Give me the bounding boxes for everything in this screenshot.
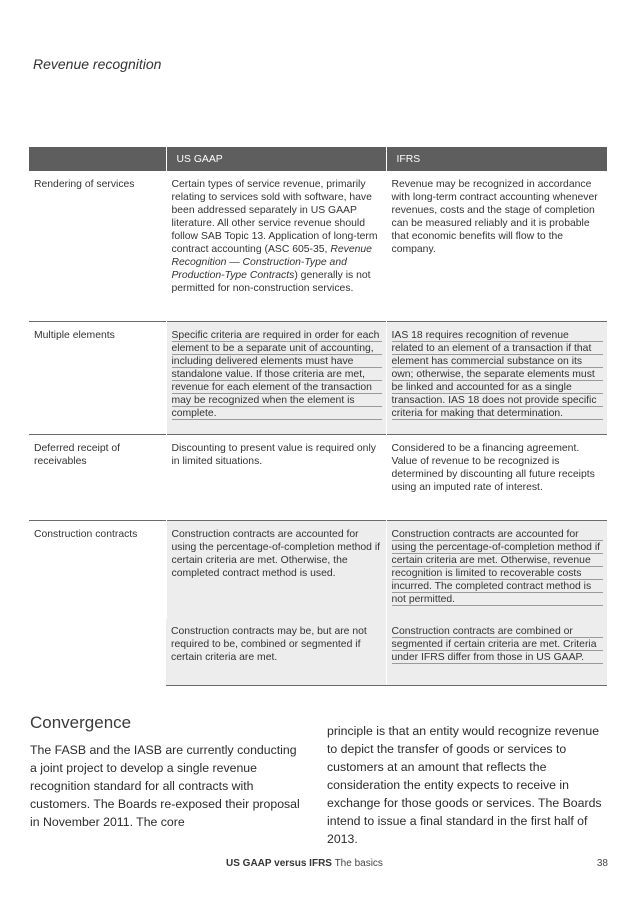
- us-gaap-cell: [166, 322, 386, 435]
- us-gaap-cell: Discounting to present value is required only in limited situations.: [166, 435, 386, 521]
- header-topic: [29, 147, 166, 171]
- header-us-gaap: US GAAP: [166, 147, 386, 171]
- us-gaap-text: Specific criteria are required in order for each element to be a separate unit of accounting, including delivered elements must have standalone value. If those criteria are met, revenue for each element of the transaction may be recognized when the element is complete.: [172, 329, 382, 420]
- ifrs-cell: Revenue may be recognized in accordance with long-term contract accounting whenever revenues, costs and the stage of completion can be measured reliably and it is probable that economic benefits will flow to the company.: [386, 171, 607, 322]
- section-title: Revenue recognition: [33, 56, 162, 72]
- ifrs-text: Construction contracts are combined or segmented if certain criteria are met. Criteria under IFRS differ from those in US GAAP.: [392, 625, 604, 664]
- table-row: [29, 435, 607, 521]
- footer-title: [226, 858, 383, 869]
- asc-title-text: Revenue Recognition — Construction-Type and Production-Type Contracts: [171, 244, 372, 281]
- us-gaap-cell: Construction contracts are accounted for using the percentage-of-completion method if certain criteria are met. Otherwise, the completed contract method is used.: [166, 521, 386, 620]
- ifrs-cell: [386, 619, 607, 686]
- us-gaap-text: Certain types of service revenue, primarily relating to services sold with software, have been addressed separately in US GAAP literature. All other service revenue should follow SAB Topic 13. Application of long-term contract accounting (ASC 605-35,: [171, 179, 378, 255]
- us-gaap-text-tail: ) generally is not permitted for non-construction services.: [171, 270, 371, 294]
- ifrs-text: Construction contracts are accounted for using the percentage-of-completion method if certain criteria are met. Otherwise, revenue recognition is limited to recoverable costs incurred. The completed contract method is not permitted.: [392, 528, 604, 606]
- row-label: Construction contracts: [29, 521, 166, 686]
- ifrs-cell: [386, 322, 607, 435]
- ifrs-cell: Considered to be a financing agreement. Value of revenue to be recognized is determined by discounting all future receipts using an imputed rate of interest.: [386, 435, 607, 521]
- row-label: Multiple elements: [29, 322, 166, 435]
- row-label: Deferred receipt of receivables: [29, 435, 166, 521]
- table-row: [29, 521, 607, 620]
- table-row: [29, 171, 607, 322]
- ifrs-text: IAS 18 requires recognition of revenue related to an element of a transaction if that element has commercial substance on its own; otherwise, the separate elements must be linked and accounted for as a single transaction. IAS 18 does not provide specific criteria for making that determination.: [392, 329, 604, 420]
- page-number: 38: [596, 858, 608, 869]
- footer-title-bold: US GAAP versus IFRS: [226, 858, 332, 869]
- convergence-right-column: principle is that an entity would recognize revenue to depict the transfer of goods or services to customers at an amount that reflects the consideration the entity expects to receive in exchange for those goods or services. The Boards intend to issue a final standard in the first half of 2013.: [327, 724, 602, 846]
- row-label: Rendering of services: [34, 179, 135, 190]
- us-gaap-cell: [166, 171, 386, 322]
- convergence-heading: Convergence: [30, 713, 132, 732]
- table-row: [29, 322, 607, 435]
- us-gaap-cell: Construction contracts may be, but are not required to be, combined or segmented if certain criteria are met.: [166, 619, 386, 686]
- footer-title-rest: The basics: [334, 858, 383, 869]
- header-ifrs: IFRS: [386, 147, 607, 171]
- convergence-left-column: The FASB and the IASB are currently conducting a joint project to develop a single revenue recognition standard for all contracts with customers. The Boards re-exposed their proposal in November 2011. The core: [30, 743, 300, 829]
- comparison-table: [29, 147, 607, 686]
- ifrs-cell: [386, 521, 607, 620]
- table-header-row: [29, 147, 607, 171]
